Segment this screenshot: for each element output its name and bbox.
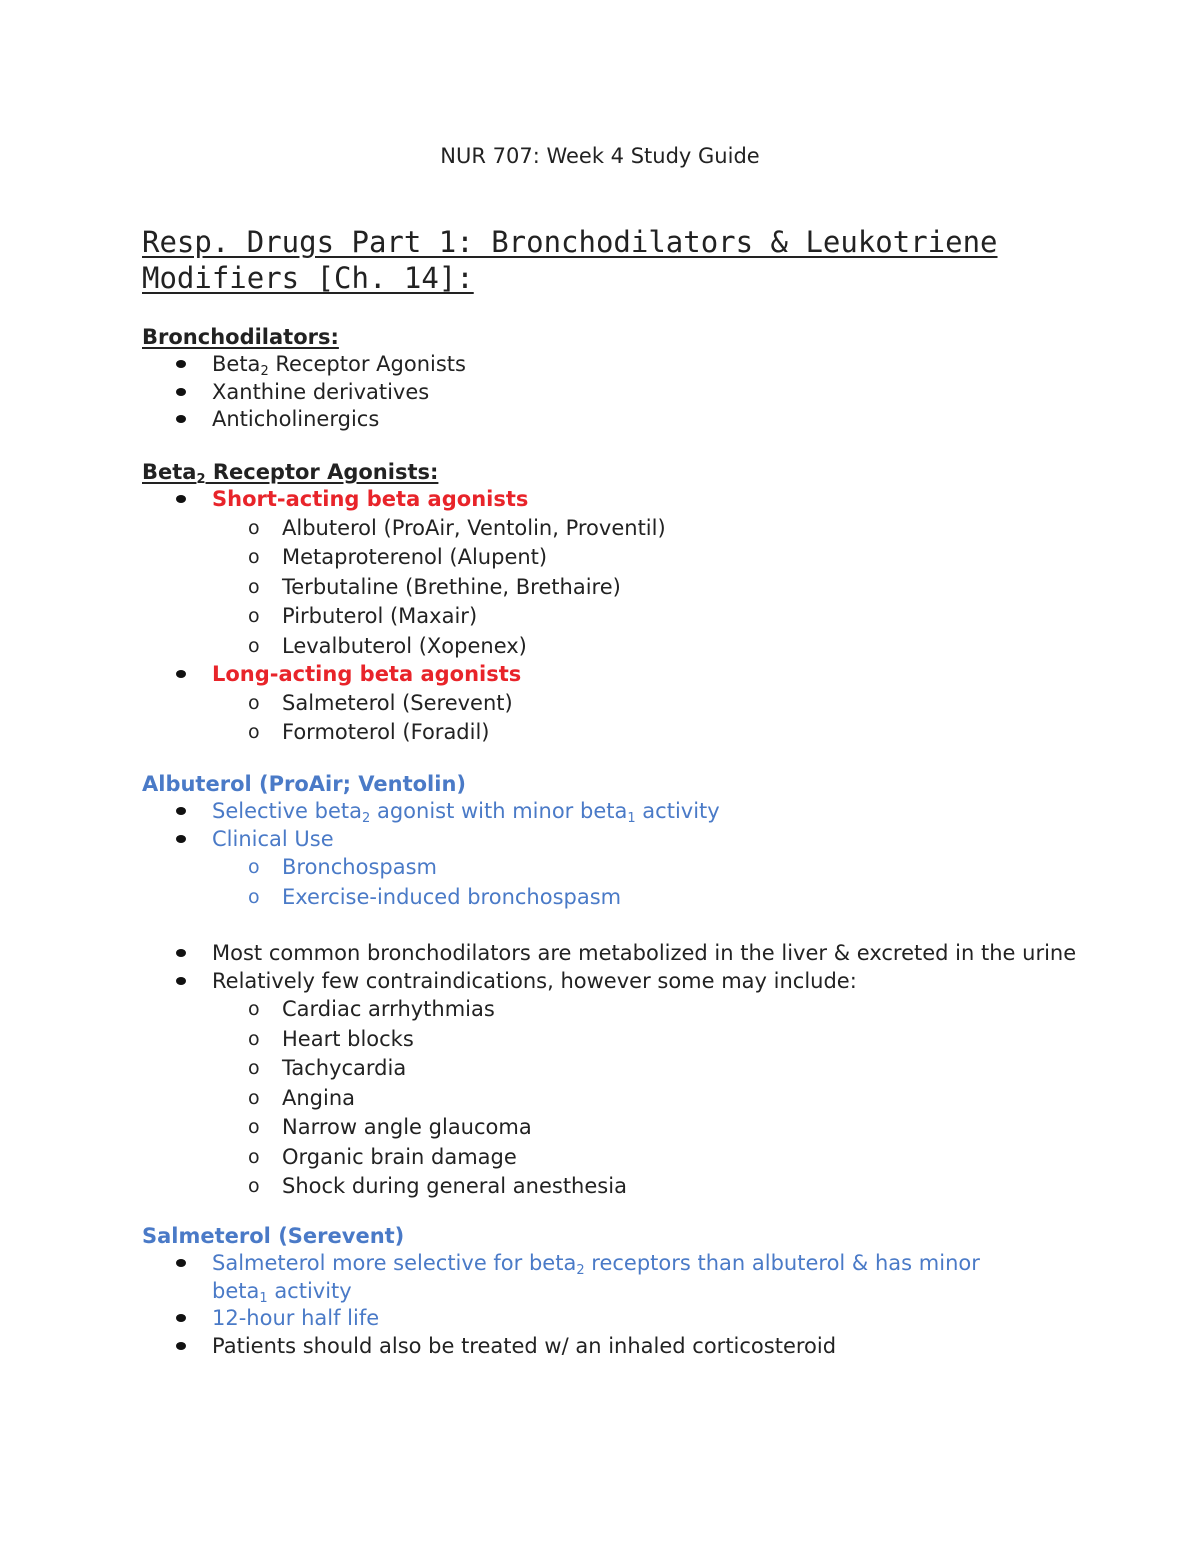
list-item: o Salmeterol (Serevent) bbox=[142, 689, 1142, 719]
salmeterol-list bbox=[142, 1250, 1142, 1360]
section-albuterol bbox=[142, 770, 1142, 1202]
list-item: o Heart blocks bbox=[142, 1025, 1142, 1055]
list-item: Relatively few contraindications, however some may include: bbox=[142, 968, 1142, 996]
albuterol-list bbox=[142, 798, 1142, 912]
list-item: Selective beta$_2$ agonist with minor beta$_1$ activity bbox=[142, 798, 1142, 826]
list-item: Xanthine derivatives bbox=[142, 379, 1142, 407]
beta2-list bbox=[142, 486, 1142, 748]
list-item: Clinical Use bbox=[142, 826, 1142, 854]
albuterol-heading: Albuterol (ProAir; Ventolin) bbox=[142, 772, 467, 796]
short-acting-label: Short-acting beta agonists bbox=[142, 486, 1142, 514]
list-item: o Formoterol (Foradil) bbox=[142, 718, 1142, 748]
list-item: o Levalbuterol (Xopenex) bbox=[142, 632, 1142, 662]
list-item: o Shock during general anesthesia bbox=[142, 1172, 1142, 1202]
main-heading: Resp. Drugs Part 1: Bronchodilators & Leukotriene Modifiers [Ch. 14]: bbox=[142, 225, 998, 295]
list-item: o Bronchospasm bbox=[142, 853, 1142, 883]
list-item: Most common bronchodilators are metabolized in the liver & excreted in the urine bbox=[142, 940, 1142, 968]
list-item: o Narrow angle glaucoma bbox=[142, 1113, 1142, 1143]
list-item: Beta$_2$ Receptor Agonists bbox=[142, 351, 1142, 379]
list-item: 12-hour half life bbox=[142, 1305, 1142, 1333]
general-notes-list bbox=[142, 940, 1142, 1202]
salmeterol-heading: Salmeterol (Serevent) bbox=[142, 1224, 405, 1248]
section-bronchodilators bbox=[142, 323, 1142, 434]
list-item: o Tachycardia bbox=[142, 1054, 1142, 1084]
beta2-heading: Beta$_2$ Receptor Agonists: bbox=[142, 460, 439, 487]
list-item: o Metaproterenol (Alupent) bbox=[142, 543, 1142, 573]
bronchodilators-heading: Bronchodilators: bbox=[142, 325, 339, 349]
list-item: Patients should also be treated w/ an inhaled corticosteroid bbox=[142, 1333, 1142, 1361]
list-item: o Exercise-induced bronchospasm bbox=[142, 883, 1142, 913]
section-beta2-agonists bbox=[142, 458, 1142, 748]
bronchodilators-list bbox=[142, 351, 1142, 434]
list-item: Salmeterol more selective for beta$_2$ receptors than albuterol & has minor beta$_1$ activity bbox=[142, 1250, 1032, 1305]
list-item: o Pirbuterol (Maxair) bbox=[142, 602, 1142, 632]
list-item: o Cardiac arrhythmias bbox=[142, 995, 1142, 1025]
list-item: o Terbutaline (Brethine, Brethaire) bbox=[142, 573, 1142, 603]
long-acting-label: Long-acting beta agonists bbox=[142, 661, 1142, 689]
list-item: o Organic brain damage bbox=[142, 1143, 1142, 1173]
list-item: o Angina bbox=[142, 1084, 1142, 1114]
list-item: o Albuterol (ProAir, Ventolin, Proventil) bbox=[142, 514, 1142, 544]
list-item: Anticholinergics bbox=[142, 406, 1142, 434]
section-salmeterol bbox=[142, 1222, 1142, 1360]
document-title: NUR 707: Week 4 Study Guide bbox=[440, 144, 760, 168]
